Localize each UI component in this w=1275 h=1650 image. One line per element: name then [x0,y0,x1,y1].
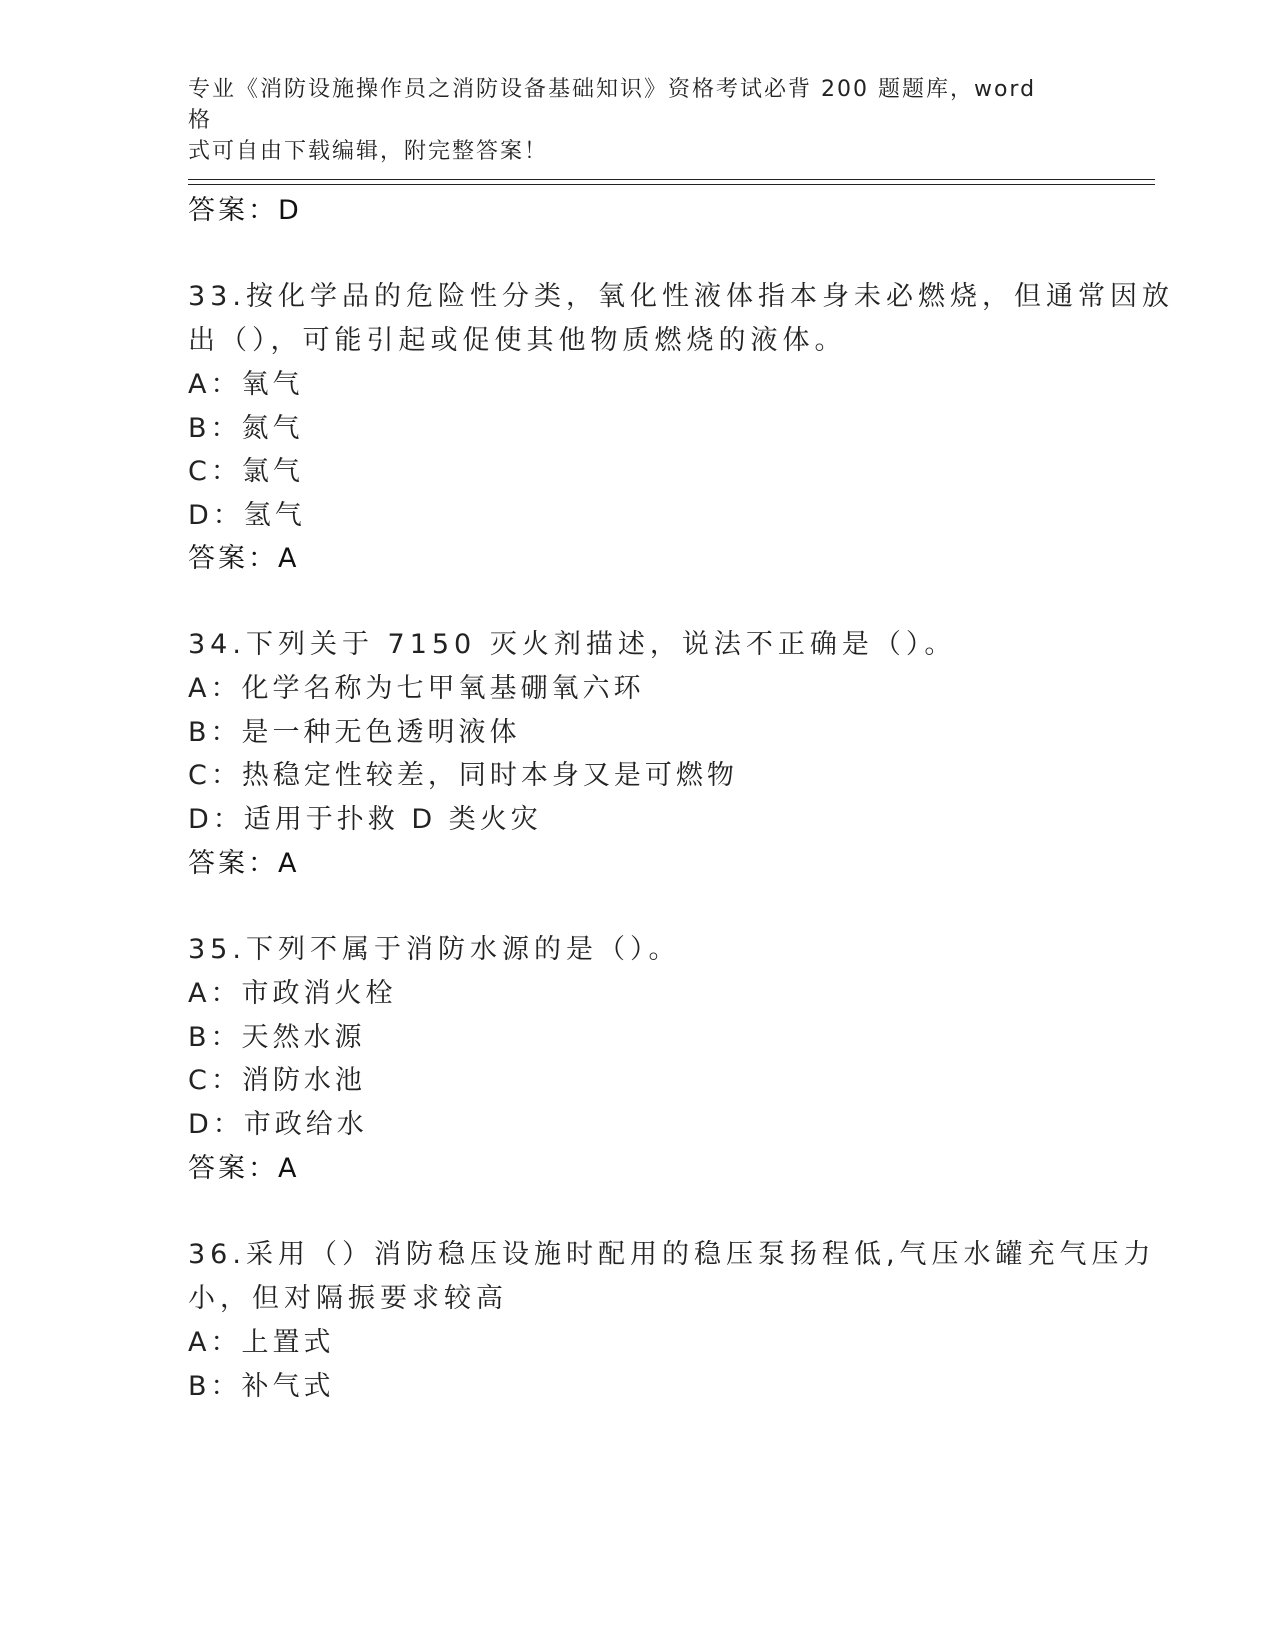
question-34-option-c: C：热稳定性较差，同时本身又是可燃物 [188,760,738,791]
header-divider-top [188,179,1155,180]
question-36-option-a: A：上置式 [188,1327,335,1358]
question-33-stem-line-2: 出（），可能引起或促使其他物质燃烧的液体。 [188,325,847,356]
header-line-2: 式可自由下载编辑，附完整答案！ [188,139,549,164]
question-34-option-d: D：适用于扑救 D 类火灾 [188,804,542,835]
question-36-stem-line-1: 36.采用（）消防稳压设施时配用的稳压泵扬程低,气压水罐充气压力 [188,1239,1156,1270]
question-35-answer: 答案：A [188,1153,300,1184]
question-34-answer: 答案：A [188,848,300,879]
question-36-option-b: B：补气式 [188,1371,335,1402]
header-divider-bottom [188,184,1155,185]
question-33-option-d: D：氢气 [188,500,306,531]
question-35-option-a: A：市政消火栓 [188,978,397,1009]
header-line-1: 专业《消防设施操作员之消防设备基础知识》资格考试必背 200 题题库，word 格 [188,77,1037,133]
question-35-option-b: B：天然水源 [188,1022,366,1053]
document-header [188,74,1068,167]
question-35-stem-line-1: 35.下列不属于消防水源的是（）。 [188,934,681,965]
previous-answer: 答案：D [188,195,302,226]
question-33-stem-line-1: 33.按化学品的危险性分类，氧化性液体指本身未必燃烧，但通常因放 [188,281,1174,312]
question-33-option-a: A：氧气 [188,369,304,400]
question-34-option-a: A：化学名称为七甲氧基硼氧六环 [188,673,645,704]
question-36-stem-line-2: 小，但对隔振要求较高 [188,1283,508,1314]
question-35-option-c: C：消防水池 [188,1065,366,1096]
question-35-option-d: D：市政给水 [188,1109,368,1140]
question-34-option-b: B：是一种无色透明液体 [188,717,521,748]
question-34-stem-line-1: 34.下列关于 7150 灭火剂描述，说法不正确是（）。 [188,629,957,660]
question-33-option-c: C：氯气 [188,456,304,487]
question-33-answer: 答案：A [188,543,300,574]
question-33-option-b: B：氮气 [188,413,304,444]
